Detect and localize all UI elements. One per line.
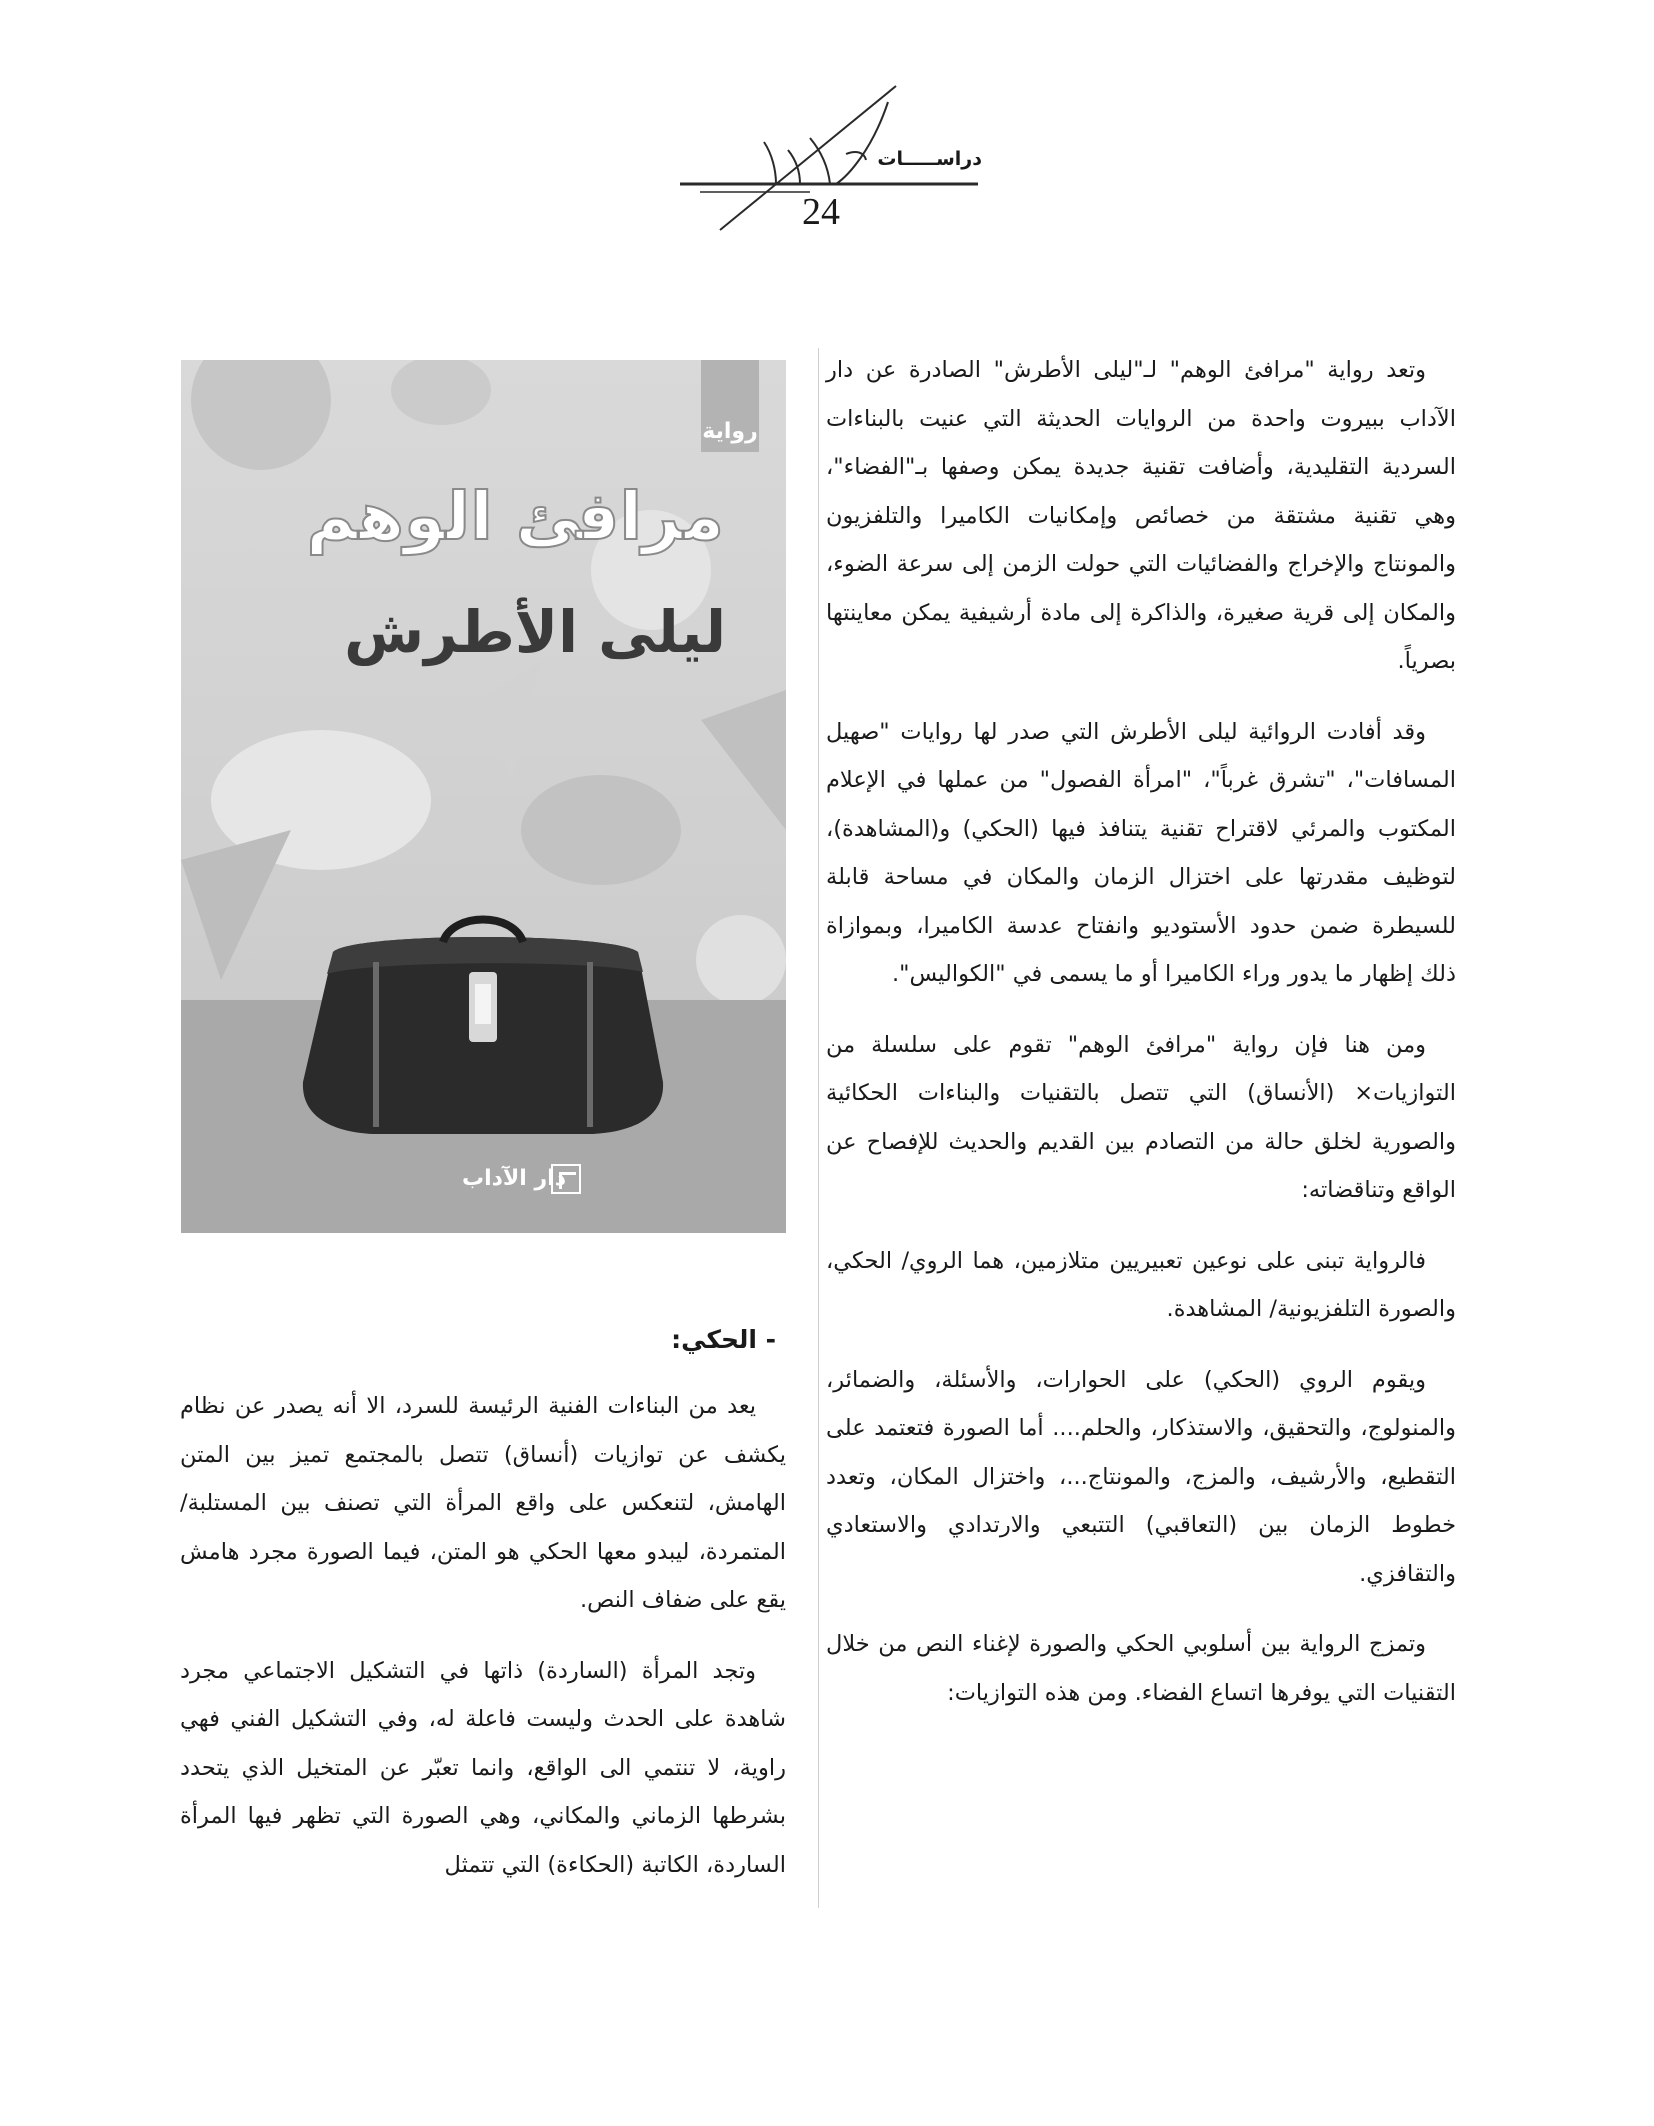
- paragraph: يعد من البناءات الفنية الرئيسة للسرد، الا أنه يصدر عن نظام يكشف عن توازيات (أنساق) تتصل بالمجتمع تميز بين المتن الهامش، لتنعكس على واقع المرأة التي تصنف بين المستلبة/ المتمردة، ليبدو معها الحكي هو المتن، فيما الصورة مجرد هامش يقع على ضفاف النص.: [180, 1393, 786, 1613]
- paragraph: ومن هنا فإن رواية "مرافئ الوهم" تقوم على سلسلة من التوازيات× (الأنساق) التي تتصل بالتقنيات والبناءات الحكائية والصورية لخلق حالة من التصادم بين القديم والحديث للإفصاح عن الواقع وتناقضاته:: [826, 1031, 1456, 1203]
- page-number: 24: [802, 191, 840, 233]
- paragraph: وتعد رواية "مرافئ الوهم" لـ"ليلى الأطرش" الصادرة عن دار الآداب ببيروت واحدة من الروايات الحديثة التي عنيت بالبناءات السردية التقليدية، وأضافت تقنية جديدة يمكن وصفها بـ"الفضاء"، وهي تقنية مشتقة من خصائص وإمكانيات الكاميرا والتلفزيون والمونتاج والإخراج والفضائيات التي حولت الزمن إلى سرعة الضوء، والمكان إلى قرية صغيرة، والذاكرة إلى مادة أرشيفية يمكن معاينتها بصرياً.: [826, 357, 1456, 674]
- paragraph: وقد أفادت الروائية ليلى الأطرش التي صدر لها روايات "صهيل المسافات"، "تشرق غرباً"، "امرأة الفصول" من عملها في الإعلام المكتوب والمرئي لاقتراح تقنية يتنافذ فيها (الحكي) و(المشاهدة)، لتوظيف مقدرتها على اختزال الزمان والمكان في مساحة قابلة للسيطرة ضمن حدود الأستوديو وانفتاح عدسة الكاميرا، وبموازاة ذلك إظهار ما يدور وراء الكاميرا أو ما يسمى في "الكواليس".: [826, 718, 1456, 987]
- section-name: دراســـــات: [877, 148, 982, 170]
- cover-publisher: دار الآداب: [461, 1166, 566, 1191]
- cover-genre-tag: [701, 360, 759, 452]
- publisher-logo-icon: [551, 1164, 581, 1194]
- section-heading: - الحكي:: [671, 1325, 776, 1354]
- cover-genre-label: رواية: [702, 419, 758, 444]
- paragraph: وتجد المرأة (الساردة) ذاتها في التشكيل الاجتماعي مجرد شاهدة على الحدث وليست فاعلة له، وفي التشكيل الفني فهي راوية، لا تنتمي الى الواقع، وانما تعبّر عن المتخيل الذي يتحدد بشرطها الزماني والمكاني، وهي الصورة التي تظهر فيها المرأة الساردة، الكاتبة (الحكاءة) التي تتمثل: [180, 1657, 786, 1878]
- paragraph: وتمزج الرواية بين أسلوبي الحكي والصورة لإغناء النص من خلال التقنيات التي يوفرها اتساع الفضاء. ومن هذه التوازيات:: [826, 1631, 1456, 1706]
- cover-author: ليلى الأطرش: [344, 598, 726, 666]
- book-cover-image: [181, 360, 786, 1233]
- left-column: [180, 1316, 786, 1911]
- column-divider: [818, 348, 819, 1908]
- cover-title: مرافئ الوهم: [306, 478, 724, 555]
- paragraph: ويقوم الروي (الحكي) على الحوارات، والأسئلة، والضمائر، والمنولوج، والتحقيق، والاستذكار، والحلم.... أما الصورة فتعتمد على التقطيع، والأرشيف، والمزج، والمونتاج...، واختزال المكان، وتعدد خطوط الزمان بين (التعاقبي) التتبعي والارتدادي والاستعادي والتقافزي.: [826, 1366, 1456, 1587]
- right-column: [826, 346, 1456, 1739]
- suitcase-icon: [293, 912, 673, 1142]
- paragraph: فالرواية تبنى على نوعين تعبيريين متلازمين، هما الروي/ الحكي، والصورة التلفزيونية/ المشاهدة.: [826, 1247, 1456, 1322]
- page-header: [660, 80, 980, 240]
